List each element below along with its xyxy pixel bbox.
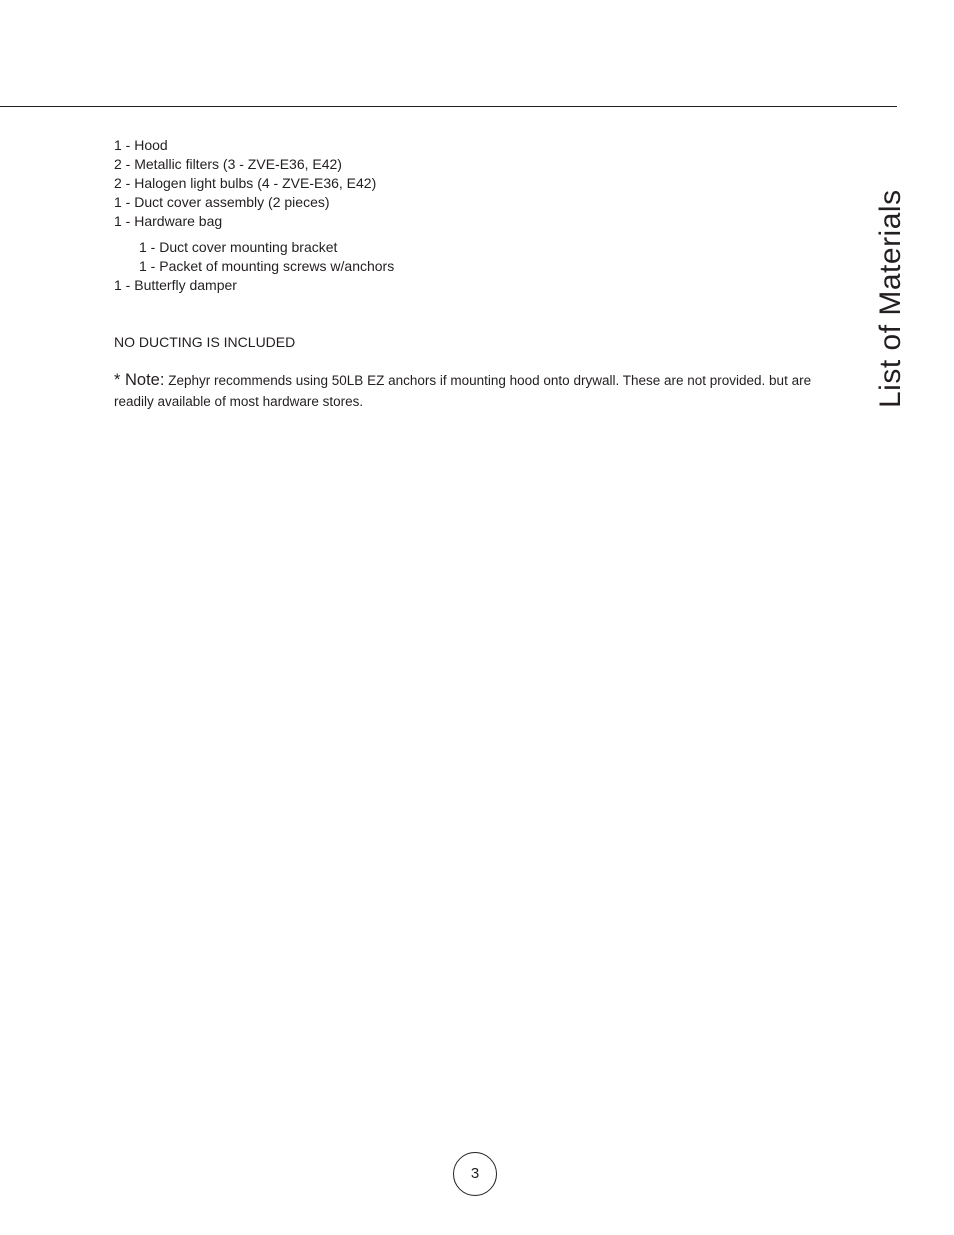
- list-item: 1 - Duct cover assembly (2 pieces): [114, 194, 330, 210]
- side-title-container: [873, 180, 909, 408]
- side-title: List of Materials: [874, 189, 907, 408]
- materials-list: [114, 136, 394, 295]
- list-item: 1 - Hood: [114, 137, 168, 153]
- list-item: 1 - Hardware bag: [114, 213, 223, 229]
- sub-list-item: 1 - Packet of mounting screws w/anchors: [139, 258, 395, 274]
- note-label: * Note:: [114, 371, 165, 389]
- note-paragraph: [114, 370, 844, 412]
- header-divider: [0, 106, 897, 107]
- list-item: 1 - Butterfly damper: [114, 277, 237, 293]
- list-item: 2 - Metallic filters (3 - ZVE-E36, E42): [114, 156, 342, 172]
- note-text: Zephyr recommends using 50LB EZ anchors if mounting hood onto drywall. These are not provided. but are readily available of most hardware stores.: [114, 373, 812, 409]
- no-ducting-notice: NO DUCTING IS INCLUDED: [114, 334, 296, 350]
- sub-list-item: 1 - Duct cover mounting bracket: [139, 239, 338, 255]
- page-number: 3: [453, 1152, 497, 1196]
- list-item: 2 - Halogen light bulbs (4 - ZVE-E36, E42): [114, 175, 377, 191]
